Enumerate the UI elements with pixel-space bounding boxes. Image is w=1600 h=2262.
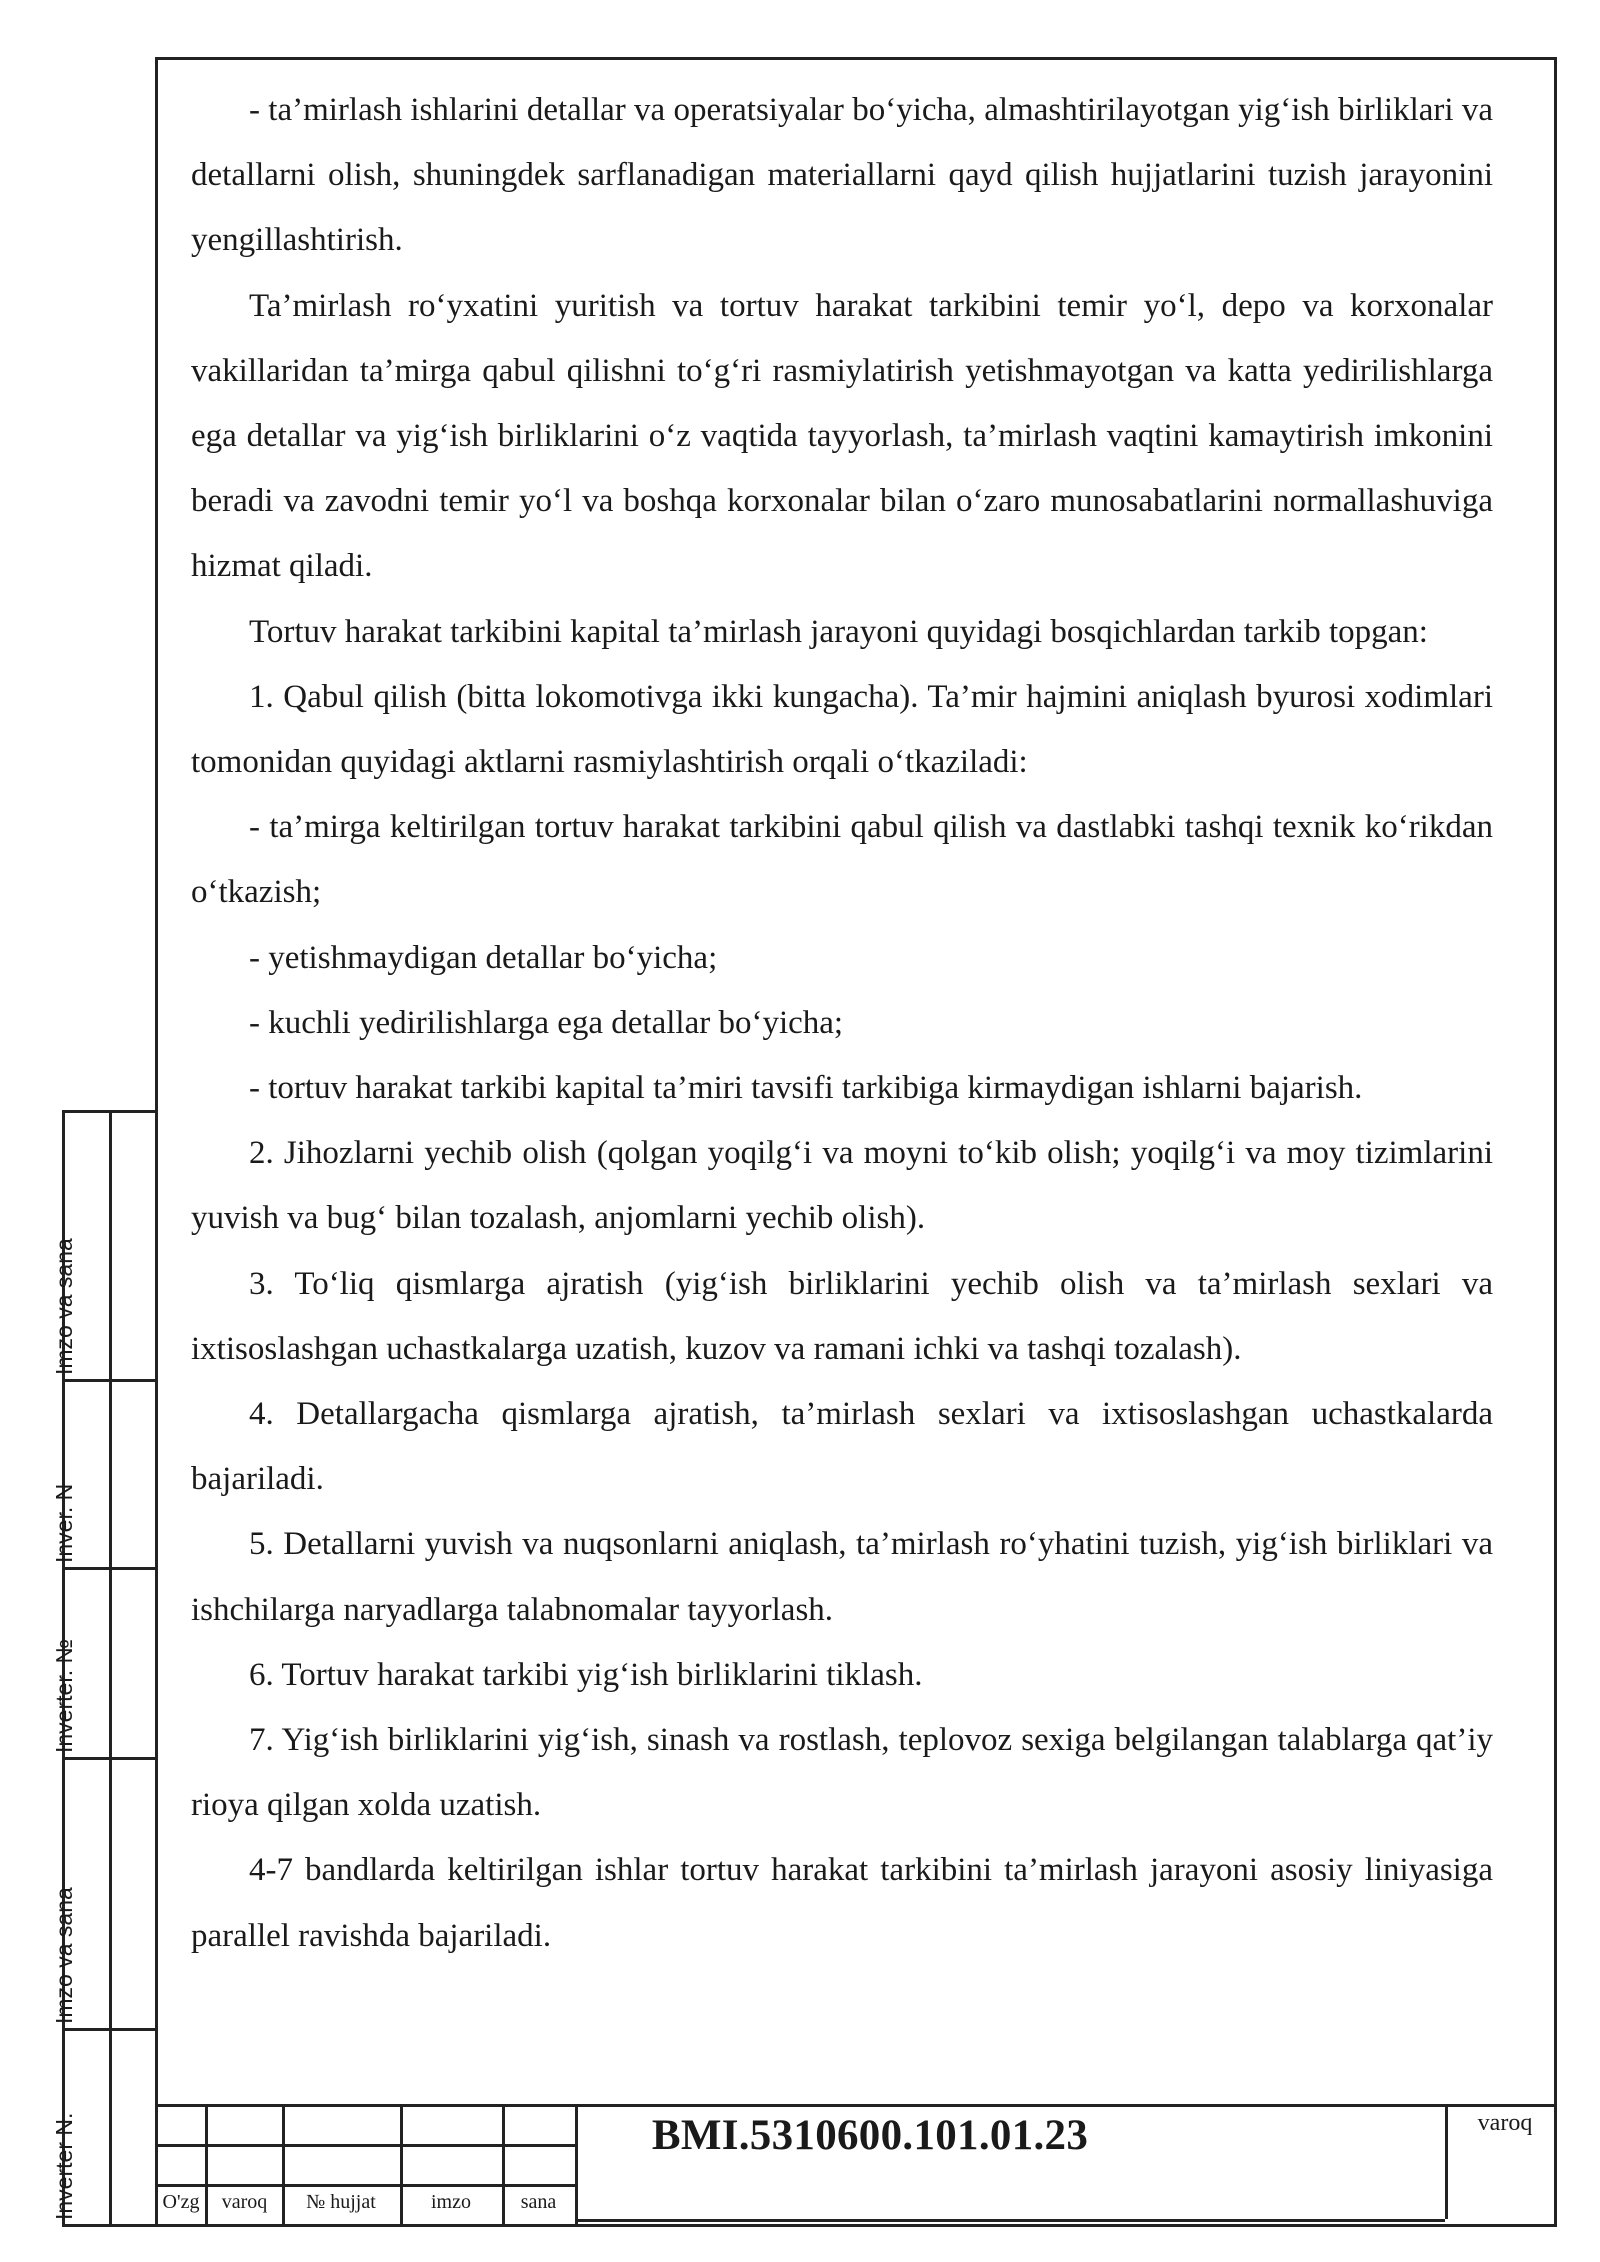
side-column-divider (109, 1113, 112, 2224)
paragraph-4: 1. Qabul qilish (bitta lokomotivga ikki kungacha). Ta’mir hajmini aniqlash byurosi xodimlari tomonidan quyidagi aktlarni rasmiylashtirish orqali o‘tkaziladi: (191, 678, 1493, 781)
header-ozg: O'zg (162, 2191, 200, 2213)
side-cell-imzo-top (51, 1113, 109, 1379)
paragraph-1: - ta’mirlash ishlarini detallar va operatsiyalar bo‘yicha, almashtirilayotgan yig‘ish birliklari va detallarni olish, shuningdek sarflanadigan materiallarni qayd qilish hujjatlarini tuzish jarayonini yengillashtirish. (191, 92, 1493, 259)
side-label-inverter-no: Inverter. № (51, 1638, 77, 1753)
title-block-bottom-line (575, 2219, 1445, 2222)
title-block-row-line (155, 2144, 575, 2147)
paragraph-3: Tortuv harakat tarkibini kapital ta’mirlash jarayoni quyidagi bosqichlardan tarkib topgan: (249, 613, 1428, 650)
title-block-col-line (1445, 2104, 1448, 2219)
side-cell-inverter-n (51, 2028, 109, 2224)
title-block-row-line (155, 2184, 575, 2187)
sheet-label: varoq (1477, 2110, 1533, 2136)
paragraph-10: 3. To‘liq qismlarga ajratish (yig‘ish birliklarini yechib olish va ta’mirlash sexlari va ixtisoslashgan uchastkalarga uzatish, kuzov va ramani ichki va tashqi tozalash). (191, 1265, 1493, 1367)
paragraph-9: 2. Jihozlarni yechib olish (qolgan yoqilg‘i va moyni to‘kib olish; yoqilg‘i va moy tizimlarini yuvish va bug‘ bilan tozalash, anjomlarni yechib olish). (191, 1135, 1493, 1237)
document-body (191, 78, 1493, 1969)
side-label-imzo-top: Imzo va sana (51, 1238, 77, 1375)
side-label-imzo-bottom: Imzo va sana (51, 1887, 77, 2024)
header-hujjat: № hujjat (306, 2191, 376, 2213)
paragraph-12: 5. Detallarni yuvish va nuqsonlarni aniqlash, ta’mirlash ro‘yhatini tuzish, yig‘ish birliklari va ishchilarga naryadlarga talabnomalar tayyorlash. (191, 1526, 1493, 1628)
side-cell-inverter-no (51, 1567, 109, 1757)
paragraph-15: 4-7 bandlarda keltirilgan ishlar tortuv harakat tarkibini ta’mirlash jarayoni asosiy liniyasiga parallel ravishda bajariladi. (191, 1852, 1493, 1954)
paragraph-14: 7. Yig‘ish birliklarini yig‘ish, sinash va rostlash, teplovoz sexiga belgilangan talablarga qat’iy rioya qilgan xolda uzatish. (191, 1722, 1493, 1824)
paragraph-11: 4. Detallargacha qismlarga ajratish, ta’mirlash sexlari va ixtisoslashgan uchastkalarda bajariladi. (191, 1396, 1493, 1498)
paragraph-2: Ta’mirlash ro‘yxatini yuritish va tortuv harakat tarkibini temir yo‘l, depo va korxonalar vakillaridan ta’mirga qabul qilishni to‘g‘ri rasmiylatirish yetishmayotgan va katta yedirilishlarga ega detallar va yig‘ish birliklarini o‘z vaqtida tayyorlash, ta’mirlash vaqtini kamaytirish imkonini beradi va zavodni temir yo‘l va boshqa korxonalar bilan o‘zaro munosabatlarini normallashuviga hizmat qiladi. (191, 287, 1493, 585)
header-imzo: imzo (431, 2191, 471, 2213)
side-label-inver-n: Inver. N (51, 1483, 77, 1563)
paragraph-5: - ta’mirga keltirilgan tortuv harakat tarkibini qabul qilish va dastlabki tashqi texnik ko‘rikdan o‘tkazish; (191, 809, 1493, 911)
paragraph-13: 6. Tortuv harakat tarkibi yig‘ish birliklarini tiklash. (249, 1656, 923, 1693)
document-code: BMI.5310600.101.01.23 (651, 2112, 1089, 2159)
side-cell-imzo-bottom (51, 1757, 109, 2028)
paragraph-6: - yetishmaydigan detallar bo‘yicha; (249, 939, 718, 976)
paragraph-7: - kuchli yedirilishlarga ega detallar bo‘yicha; (249, 1004, 844, 1041)
paragraph-8: - tortuv harakat tarkibi kapital ta’miri tavsifi tarkibiga kirmaydigan ishlarni bajarish. (249, 1070, 1363, 1107)
side-label-inverter-n: Inverter N. (51, 2112, 77, 2220)
side-cell-inver-n (51, 1379, 109, 1567)
title-block (155, 2104, 1557, 2227)
side-margin-table (51, 1110, 157, 2227)
header-sana: sana (520, 2191, 557, 2213)
header-varoq: varoq (221, 2191, 268, 2213)
